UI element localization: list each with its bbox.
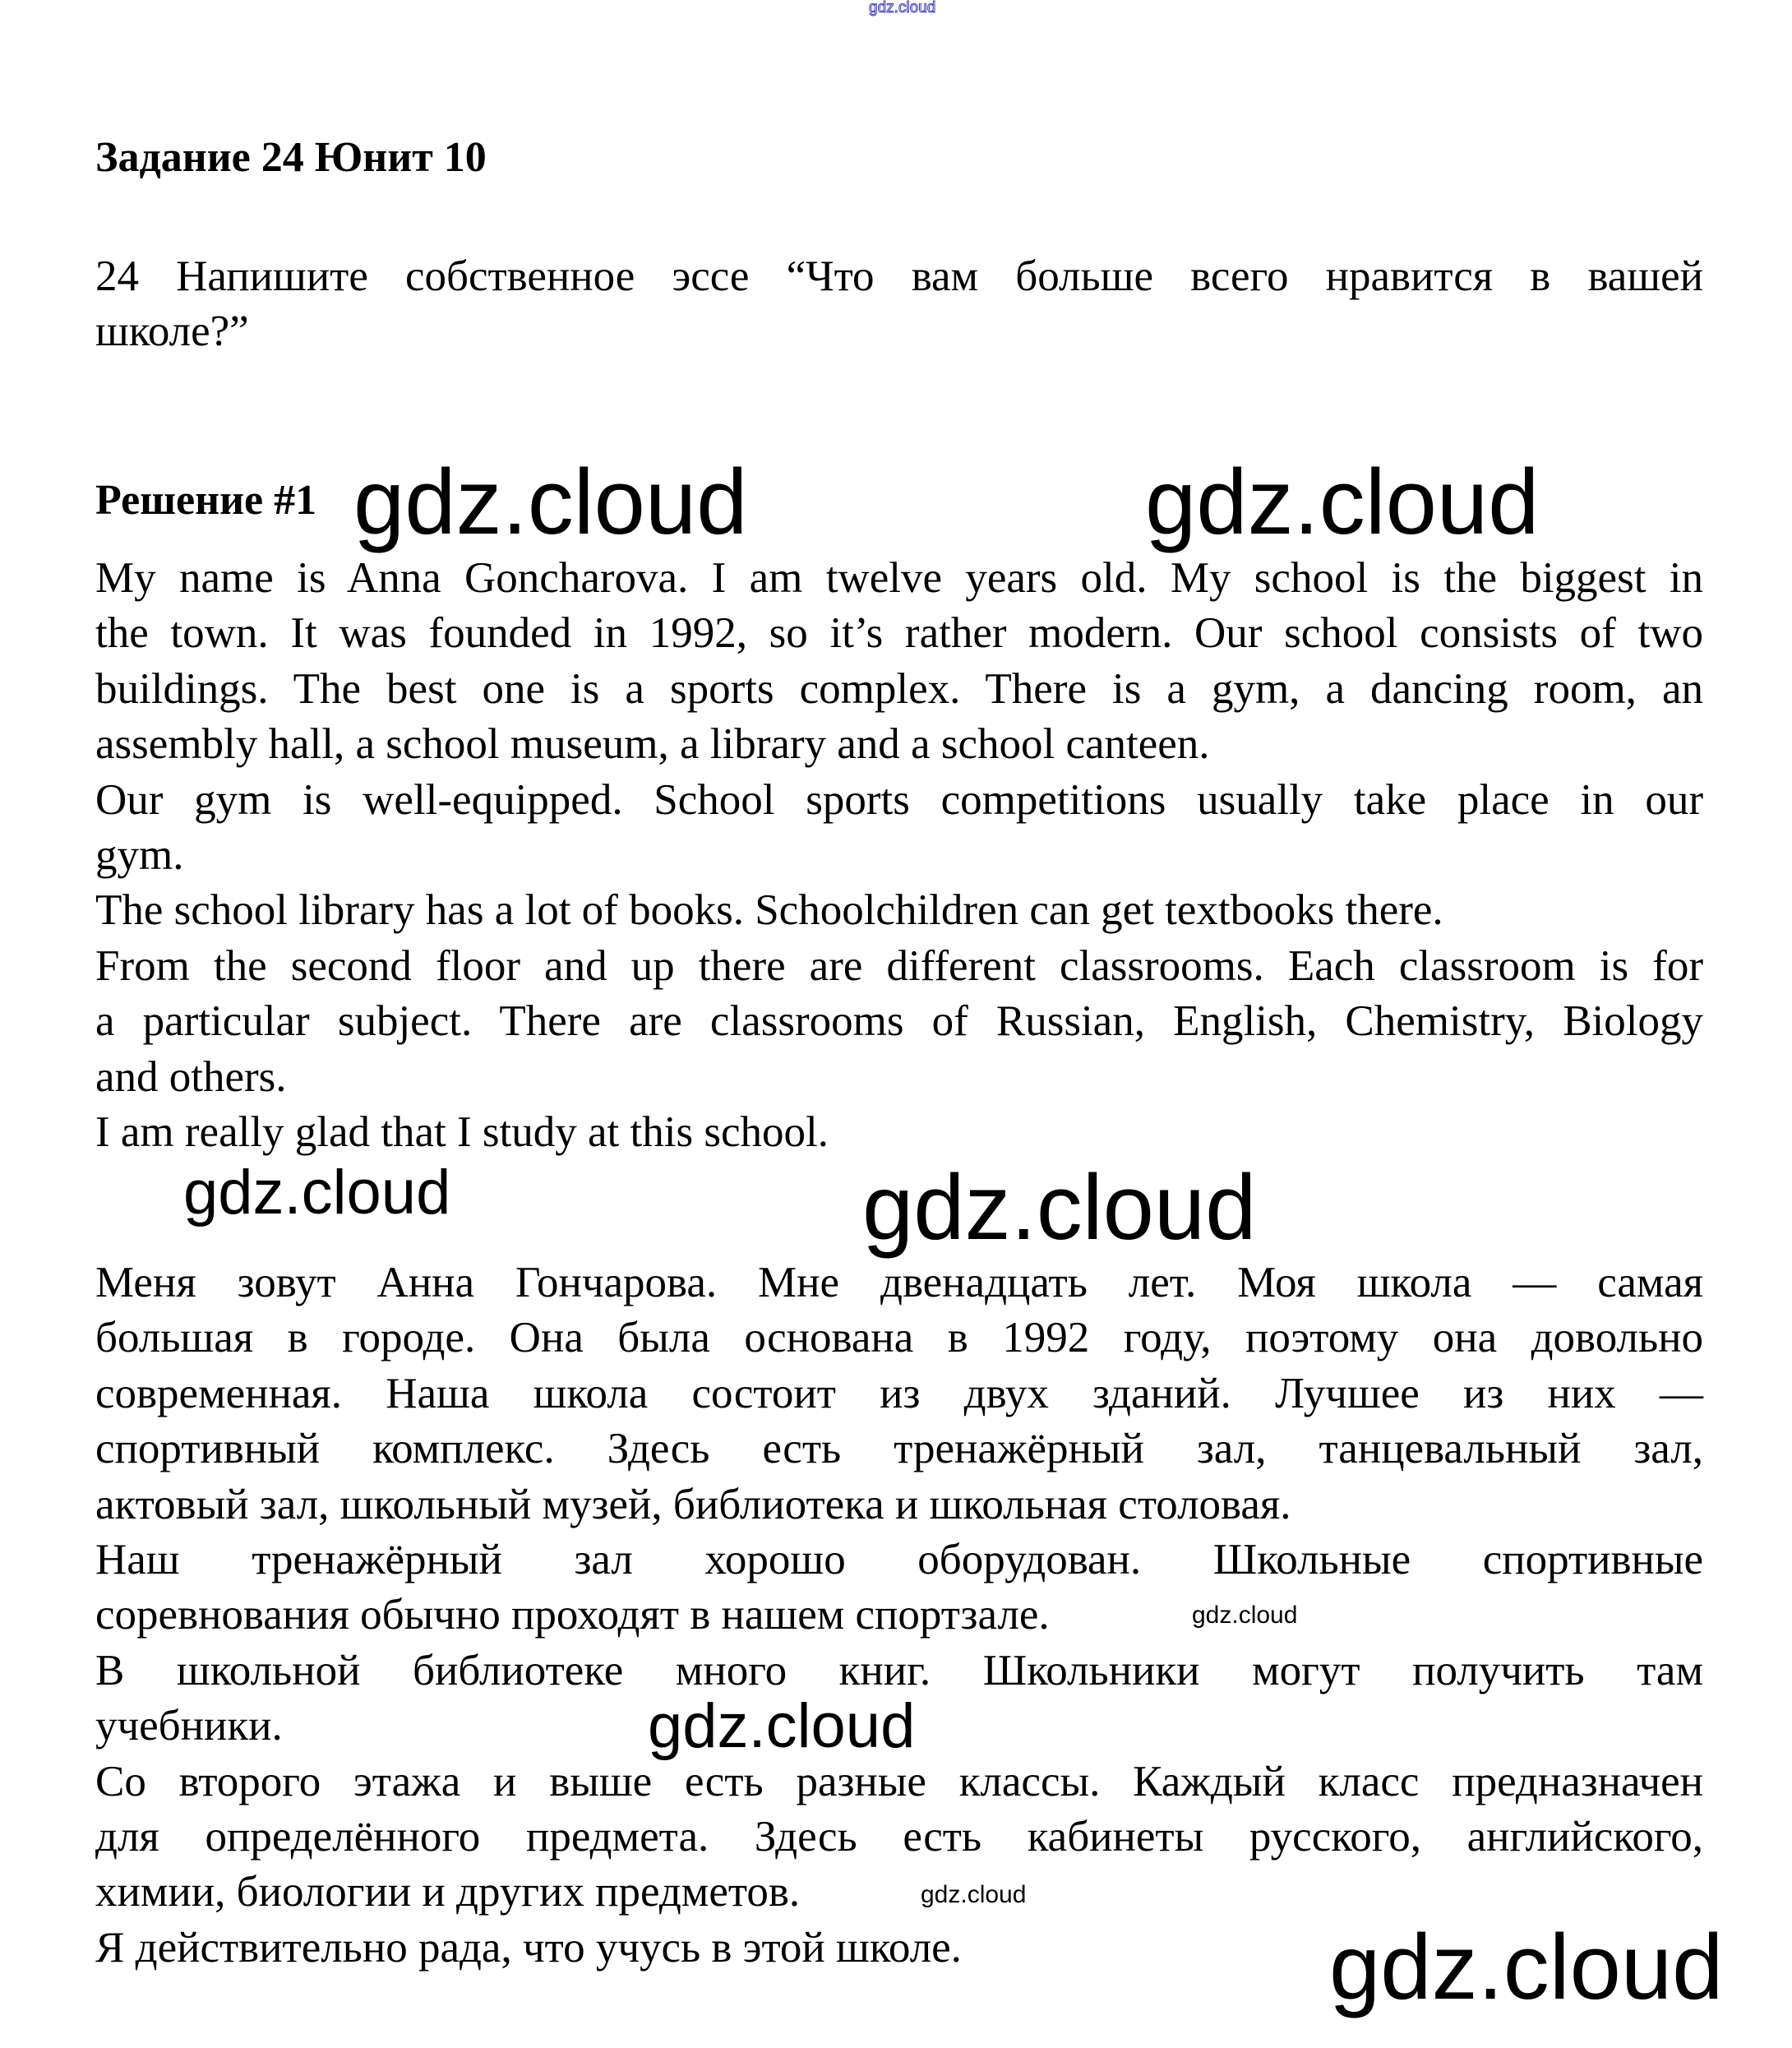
- essay-line: My name is Anna Goncharova. I am twelve years old. My school is the biggest in: [95, 554, 1703, 602]
- essay-line: buildings. The best one is a sports complex. There is a gym, a dancing room, an: [95, 664, 1703, 713]
- essay-line: Наш тренажёрный зал хорошо оборудован. Школьные спортивные: [95, 1535, 1703, 1583]
- watermark: gdz.cloud: [921, 1881, 1027, 1908]
- task-line: школе?”: [95, 307, 249, 356]
- essay-line: From the second floor and up there are different classrooms. Each classroom is for: [95, 941, 1703, 990]
- watermark: gdz.cloud: [183, 1158, 451, 1227]
- essay-line: В школьной библиотеке много книг. Школьники могут получить там: [95, 1646, 1703, 1694]
- task-text: [95, 249, 1703, 360]
- watermark: gdz.cloud: [648, 1691, 916, 1761]
- watermark: gdz.cloud: [1145, 451, 1540, 553]
- essay-line: I am really glad that I study at this school.: [95, 1107, 829, 1156]
- essay-line: большая в городе. Она была основана в 1992 году, поэтому она довольно: [95, 1314, 1703, 1362]
- watermark: gdz.cloud: [1192, 1602, 1298, 1629]
- essay-line: gym.: [95, 830, 184, 879]
- essay-line: a particular subject. There are classrooms of Russian, English, Chemistry, Biology: [95, 997, 1703, 1046]
- essay-line: The school library has a lot of books. Schoolchildren can get textbooks there.: [95, 886, 1443, 935]
- header-watermark: gdz.cloud: [869, 0, 936, 16]
- english-essay: [95, 551, 1703, 1160]
- solution-label: Решение #1: [95, 477, 317, 524]
- russian-essay: [95, 1255, 1703, 1976]
- essay-line: Our gym is well-equipped. School sports competitions usually take place in our: [95, 775, 1703, 824]
- essay-line: спортивный комплекс. Здесь есть тренажёрный зал, танцевальный зал,: [95, 1425, 1703, 1473]
- essay-line: Со второго этажа и выше есть разные классы. Каждый класс предназначен: [95, 1757, 1703, 1805]
- essay-line: современная. Наша школа состоит из двух зданий. Лучшее из них —: [95, 1369, 1703, 1417]
- essay-line: актовый зал, школьный музей, библиотека и школьная столовая.: [95, 1480, 1291, 1528]
- watermark: gdz.cloud: [1329, 1916, 1724, 2018]
- essay-line: assembly hall, a school museum, a library and a school canteen.: [95, 720, 1210, 769]
- essay-line: Меня зовут Анна Гончарова. Мне двенадцать лет. Моя школа — самая: [95, 1259, 1703, 1306]
- essay-line: химии, биологии и других предметов.: [95, 1868, 801, 1916]
- essay-line: соревнования обычно проходят в нашем спортзале.: [95, 1591, 1050, 1639]
- essay-line: and others.: [95, 1052, 287, 1101]
- essay-line: the town. It was founded in 1992, so it’s rather modern. Our school consists of two: [95, 609, 1703, 658]
- page-title: Задание 24 Юнит 10: [95, 134, 487, 181]
- task-line: 24 Напишите собственное эссе “Что вам больше всего нравится в вашей: [95, 252, 1703, 300]
- essay-line: учебники.: [95, 1702, 283, 1750]
- essay-line: Я действительно рада, что учусь в этой школе.: [95, 1923, 962, 1972]
- watermark: gdz.cloud: [353, 451, 748, 553]
- watermark: gdz.cloud: [862, 1156, 1257, 1259]
- essay-line: для определённого предмета. Здесь есть кабинеты русского, английского,: [95, 1812, 1703, 1861]
